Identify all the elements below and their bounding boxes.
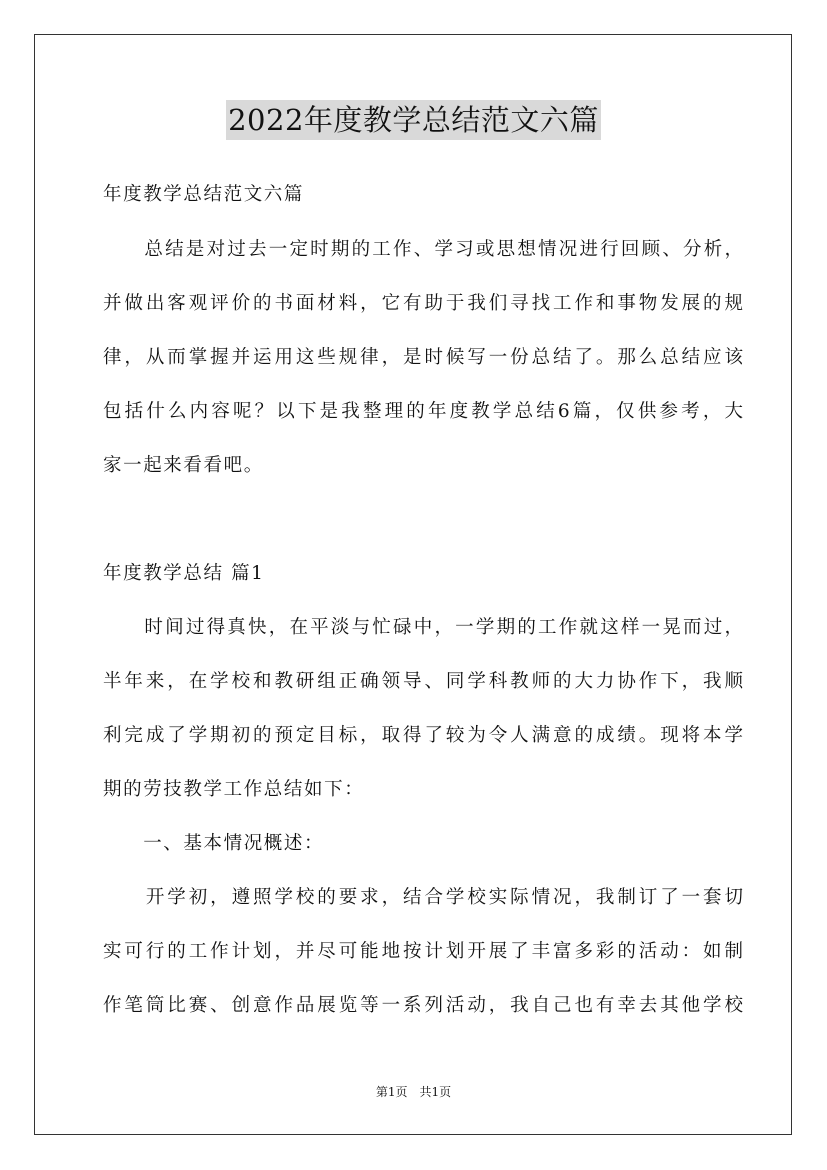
page-footer: 第1页 共1页 — [375, 1085, 452, 1099]
text-line-5: 包括什么内容呢？以下是我整理的年度教学总结6篇，仅供参考，大 — [103, 401, 743, 422]
text-line-13: 开学初，遵照学校的要求，结合学校实际情况，我制订了一套切 — [103, 887, 743, 908]
text-line-10: 利完成了学期初的预定目标，取得了较为令人满意的成绩。现将本学 — [103, 725, 743, 746]
text-line-7: 年度教学总结 篇1 — [103, 563, 265, 584]
text-line-2: 总结是对过去一定时期的工作、学习或思想情况进行回顾、分析， — [103, 239, 743, 260]
document-title: 2022年度教学总结范文六篇 — [226, 100, 601, 140]
text-line-14: 实可行的工作计划，并尽可能地按计划开展了丰富多彩的活动：如制 — [103, 941, 743, 962]
text-line-3: 并做出客观评价的书面材料，它有助于我们寻找工作和事物发展的规 — [103, 293, 743, 314]
text-line-11: 期的劳技教学工作总结如下： — [103, 779, 365, 800]
text-line-15: 作笔筒比赛、创意作品展览等一系列活动，我自己也有幸去其他学校 — [103, 995, 743, 1016]
text-line-6: 家一起来看看吧。 — [103, 455, 264, 476]
text-line-9: 半年来，在学校和教研组正确领导、同学科教师的大力协作下，我顺 — [103, 671, 743, 692]
text-line-4: 律，从而掌握并运用这些规律，是时候写一份总结了。那么总结应该 — [103, 347, 743, 368]
text-line-1: 年度教学总结范文六篇 — [103, 184, 305, 205]
title-container — [0, 100, 827, 140]
text-line-8: 时间过得真快，在平淡与忙碌中，一学期的工作就这样一晃而过， — [103, 617, 743, 638]
text-line-12: 一、基本情况概述： — [103, 833, 325, 854]
